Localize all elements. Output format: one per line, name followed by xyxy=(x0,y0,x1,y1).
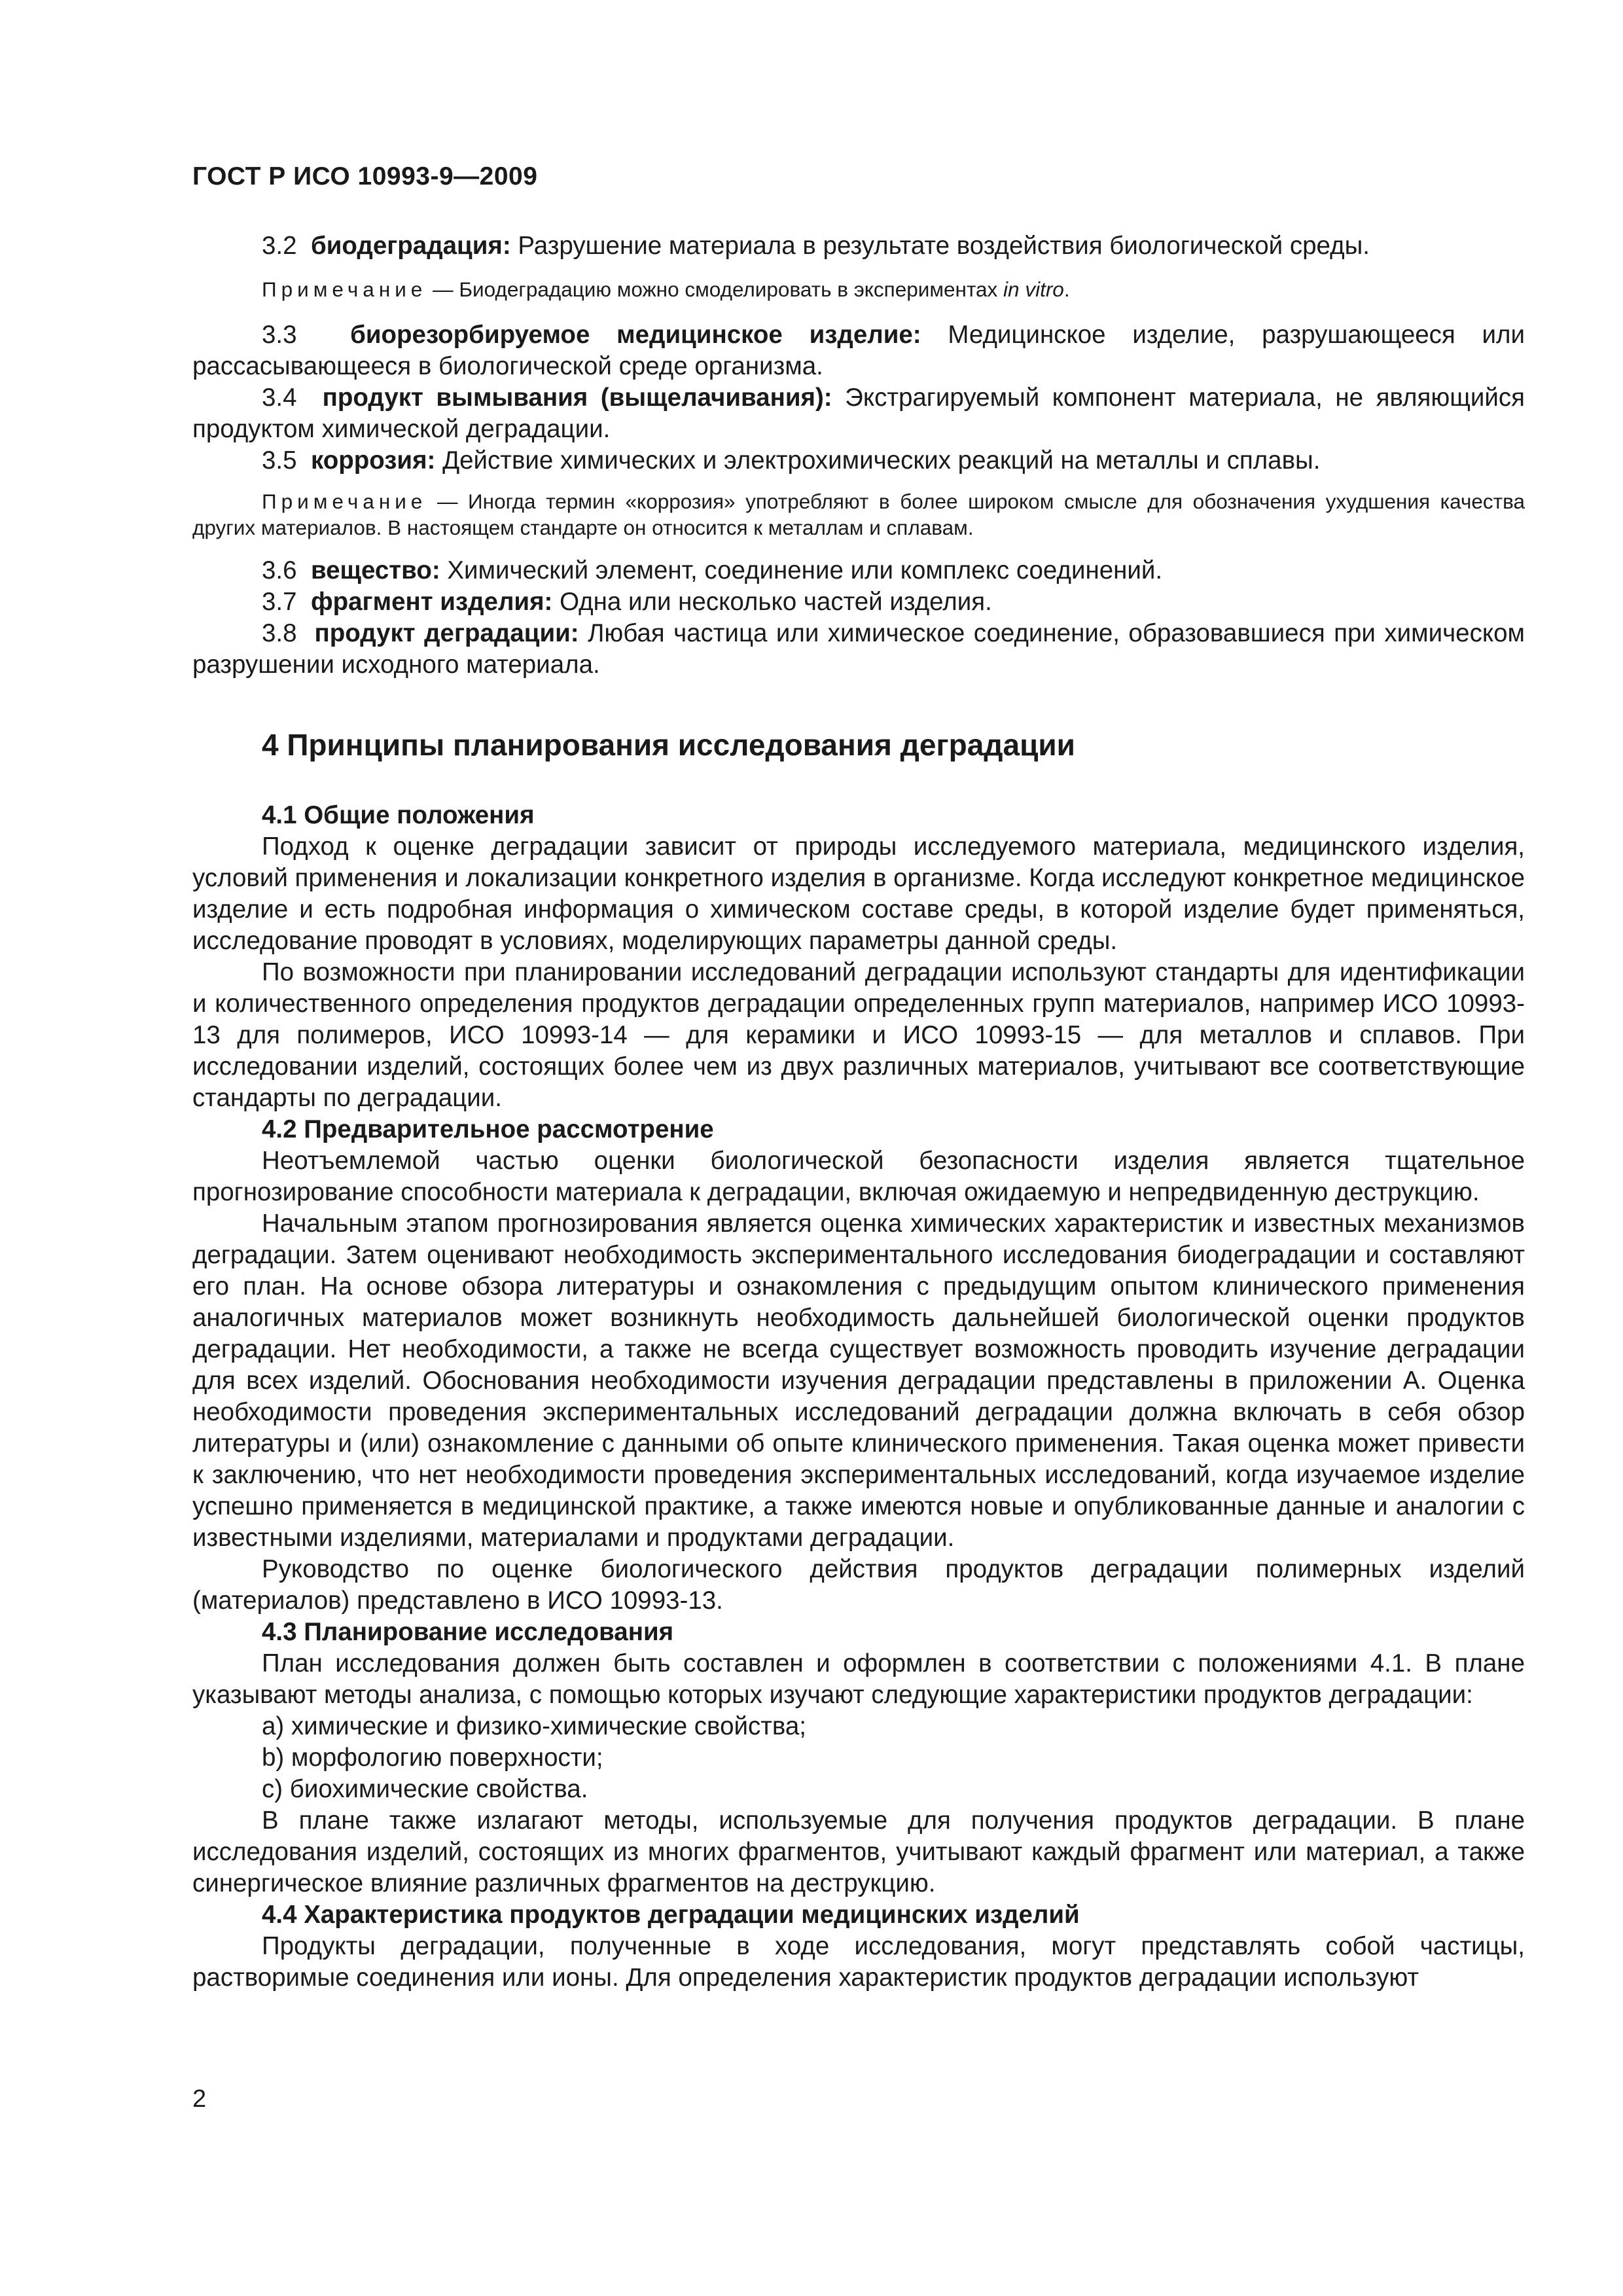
paragraph: Начальным этапом прогнозирования является оценка химических характеристик и известных механизмов деградации. Затем оценивают необходимость экспериментального исследования биодеградации и составляют его план. На основе обзора литературы и ознакомления с предыдущим опытом клинического применения аналогичных материалов может возникнуть необходимость дальнейшей биологической оценки продуктов деградации. Нет необходимости, а также не всегда существует возможность проводить изучение деградации для всех изделий. Обоснования необходимости изучения деградации представлены в приложении А. Оценка необходимости проведения экспериментальных исследований деградации должна включать в себя обзор литературы и (или) ознакомление с данными об опыте клинического применения. Такая оценка может привести к заключению, что нет необходимости проведения экспериментальных исследований, когда изучаемое изделие успешно применяется в медицинской практике, а также имеются новые и опубликованные данные и аналогии с известными изделиями, материалами и продуктами деградации. xyxy=(192,1210,1525,1552)
term-3-3: 3.3 биорезорбируемое медицинское изделие: Медицинское изделие, разрушающееся или рассасывающееся в биологической среде организма. xyxy=(192,321,1525,380)
document-header-code: ГОСТ Р ИСО 10993-9—2009 xyxy=(192,162,538,190)
paragraph: Неотъемлемой частью оценки биологической безопасности изделия является тщательное прогнозирование способности материала к деградации, включая ожидаемую и непредвиденную деструкцию. xyxy=(192,1147,1525,1206)
page-number: 2 xyxy=(192,2085,207,2113)
paragraph: Продукты деградации, полученные в ходе исследования, могут представлять собой частицы, растворимые соединения или ионы. Для определения характеристик продуктов деградации используют xyxy=(192,1932,1525,1992)
note-2: Примечание — Иногда термин «коррозия» употребляют в более широком смысле для обозначения ухудшения качества других материалов. В настоящем стандарте он относится к металлам и сплавам. xyxy=(192,490,1525,539)
paragraph: План исследования должен быть составлен и оформлен в соответствии с положениями 4.1. В плане указывают методы анализа, с помощью которых изучают следующие характеристики продуктов деградации: xyxy=(192,1649,1525,1709)
subsection-4-2-title: 4.2 Предварительное рассмотрение xyxy=(262,1115,714,1143)
term-3-2: 3.2 биодеградация: Разрушение материала в результате воздействия биологической среды. xyxy=(262,232,1370,260)
note-1: Примечание — Биодеградацию можно смоделировать в экспериментах in vitro. xyxy=(262,278,1070,301)
term-3-7: 3.7 фрагмент изделия: Одна или несколько частей изделия. xyxy=(262,588,992,616)
subsection-4-3-title: 4.3 Планирование исследования xyxy=(262,1618,674,1646)
term-3-4: 3.4 продукт вымывания (выщелачивания): Экстрагируемый компонент материала, не являющийся продуктом химической деградации. xyxy=(192,384,1525,443)
term-3-5: 3.5 коррозия: Действие химических и электрохимических реакций на металлы и сплавы. xyxy=(262,446,1321,475)
term-name: биодеградация: xyxy=(310,232,511,260)
list-item: c) биохимические свойства. xyxy=(262,1775,588,1803)
paragraph: Руководство по оценке биологического действия продуктов деградации полимерных изделий (материалов) представлено в ИСО 10993-13. xyxy=(192,1555,1525,1615)
paragraph: В плане также излагают методы, используемые для получения продуктов деградации. В плане исследования изделий, состоящих из многих фрагментов, учитывают каждый фрагмент или материал, а также синергическое влияние различных фрагментов на деструкцию. xyxy=(192,1806,1525,1897)
subsection-4-1-title: 4.1 Общие положения xyxy=(262,801,535,829)
paragraph: Подход к оценке деградации зависит от природы исследуемого материала, медицинского изделия, условий применения и локализации конкретного изделия в организме. Когда исследуют конкретное медицинское изделие и есть подробная информация о химическом составе среды, в которой изделие будет применяться, исследование проводят в условиях, моделирующих параметры данной среды. xyxy=(192,833,1525,955)
paragraph: По возможности при планировании исследований деградации используют стандарты для идентификации и количественного определения продуктов деградации определенных групп материалов, например ИСО 10993-13 для полимеров, ИСО 10993-14 — для керамики и ИСО 10993-15 — для металлов и сплавов. При исследовании изделий, состоящих более чем из двух различных материалов, учитывают все соответствующие стандарты по деградации. xyxy=(192,958,1525,1112)
list-item: b) морфологию поверхности; xyxy=(262,1744,603,1772)
document-body xyxy=(192,230,1525,1994)
section-4-title: 4 Принципы планирования исследования деградации xyxy=(262,728,1075,762)
term-3-8: 3.8 продукт деградации: Любая частица или химическое соединение, образовавшиеся при химическом разрушении исходного материала. xyxy=(192,619,1525,679)
term-3-6: 3.6 вещество: Химический элемент, соединение или комплекс соединений. xyxy=(262,556,1163,584)
subsection-4-4-title: 4.4 Характеристика продуктов деградации медицинских изделий xyxy=(262,1901,1080,1929)
list-item: a) химические и физико-химические свойства; xyxy=(262,1712,806,1740)
